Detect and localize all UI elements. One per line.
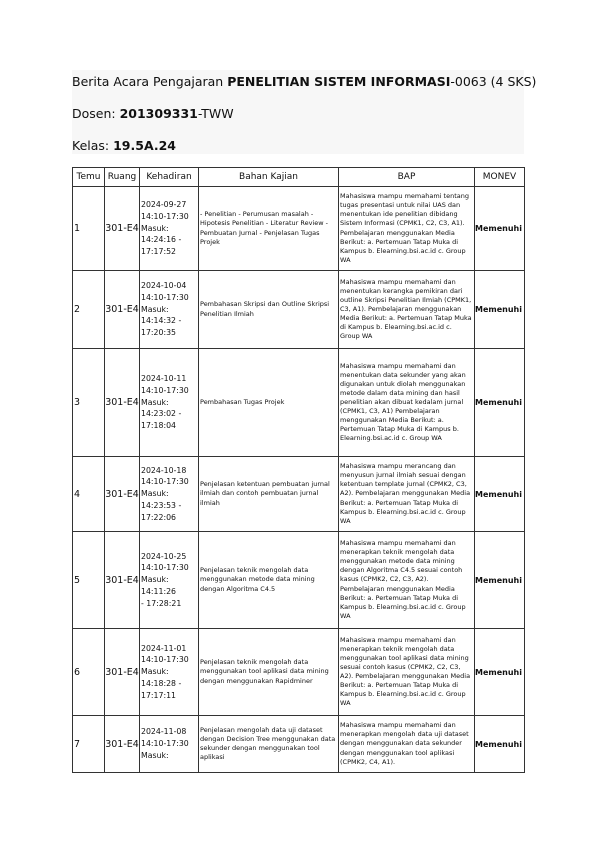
bahan-kajian-cell: Pembahasan Tugas Projek xyxy=(199,349,339,457)
course-title-line xyxy=(72,74,536,89)
monev-cell: Memenuhi xyxy=(475,349,525,457)
table-row xyxy=(73,457,525,532)
kehadiran-cell: 2024-11-01 14:10-17:30 Masuk: 14:18:28 - 17:17:11 xyxy=(140,629,199,716)
column-header-ruang: Ruang xyxy=(105,168,140,187)
kehadiran-cell: 2024-09-27 14:10-17:30 Masuk: 14:24:16 - 17:17:52 xyxy=(140,187,199,271)
table-row xyxy=(73,271,525,349)
kehadiran-cell: 2024-10-11 14:10-17:30 Masuk: 14:23:02 - 17:18:04 xyxy=(140,349,199,457)
monev-cell: Memenuhi xyxy=(475,716,525,773)
ruang-cell: 301-E4 xyxy=(105,532,140,629)
table-row xyxy=(73,629,525,716)
kehadiran-cell: 2024-10-04 14:10-17:30 Masuk: 14:14:32 - 17:20:35 xyxy=(140,271,199,349)
course-name: PENELITIAN SISTEM INFORMASI xyxy=(227,74,451,89)
lecturer-label: Dosen: xyxy=(72,106,120,121)
column-header-monev: MONEV xyxy=(475,168,525,187)
kehadiran-cell: 2024-10-18 14:10-17:30 Masuk: 14:23:53 - 17:22:06 xyxy=(140,457,199,532)
bap-cell: Mahasiswa mampu memahami dan menentukan kerangka pemikiran dari outline Skripsi Penelitian Ilmiah (CPMK1, C3, A1). Pembelajaran menggunakan Media Berikut: a. Pertemuan Tatap Muka di Kampus b. Elearning.bsi.ac.id c. Group WA xyxy=(339,271,475,349)
kehadiran-cell: 2024-10-25 14:10-17:30 Masuk: 14:11:26 - 17:28:21 xyxy=(140,532,199,629)
column-header-kehadiran: Kehadiran xyxy=(140,168,199,187)
column-header-bap: BAP xyxy=(339,168,475,187)
ruang-cell: 301-E4 xyxy=(105,457,140,532)
class-value: 19.5A.24 xyxy=(113,138,176,153)
bahan-kajian-cell: Penjelasan mengolah data uji dataset dengan Decision Tree menggunakan data sekunder dengan menggunakan tool aplikasi xyxy=(199,716,339,773)
lecturer-line xyxy=(72,106,234,121)
course-suffix: -0063 (4 SKS) xyxy=(450,74,537,89)
ruang-cell: 301-E4 xyxy=(105,629,140,716)
table-row xyxy=(73,716,525,773)
lecturer-suffix: -TWW xyxy=(197,106,234,121)
bap-cell: Mahasiswa mampu memahami dan menerapkan mengolah data uji dataset dengan menggunakan data sekunder dengan menggunakan tool aplikasi (CPMK2, C4, A1). xyxy=(339,716,475,773)
monev-cell: Memenuhi xyxy=(475,532,525,629)
temu-cell: 2 xyxy=(73,271,105,349)
column-header-temu: Temu xyxy=(73,168,105,187)
bahan-kajian-cell: - Penelitian - Perumusan masalah - Hipotesis Penelitian - Literatur Review - Pembuatan Jurnal - Penjelasan Tugas Projek xyxy=(199,187,339,271)
bahan-kajian-cell: Pembahasan Skripsi dan Outline Skripsi Penelitian Ilmiah xyxy=(199,271,339,349)
title-prefix: Berita Acara Pengajaran xyxy=(72,74,228,89)
teaching-record-table xyxy=(72,167,525,773)
ruang-cell: 301-E4 xyxy=(105,716,140,773)
table-row xyxy=(73,349,525,457)
bahan-kajian-cell: Penjelasan ketentuan pembuatan jurnal ilmiah dan contoh pembuatan jurnal ilmiah xyxy=(199,457,339,532)
bap-cell: Mahasiswa mampu memahami tentang tugas presentasi untuk nilai UAS dan menentukan ide penelitian dibidang Sistem Informasi (CPMK1, C2, C3, A1). Pembelajaran menggunakan Media Berikut: a. Pertemuan Tatap Muka di Kampus b. Elearning.bsi.ac.id c. Group WA xyxy=(339,187,475,271)
bap-cell: Mahasiswa mampu merancang dan menyusun jurnal ilmiah sesuai dengan ketentuan template jurnal (CPMK2, C3, A2). Pembelajaran menggunakan Media Berikut: a. Pertemuan Tatap Muka di Kampus b. Elearning.bsi.ac.id c. Group WA xyxy=(339,457,475,532)
bap-cell: Mahasiswa mampu memahami dan menerapkan teknik mengolah data menggunakan metode data mining dengan Algoritma C4.5 sesuai contoh kasus (CPMK2, C2, C3, A2). Pembelajaran menggunakan Media Berikut: a. Pertemuan Tatap Muka di Kampus b. Elearning.bsi.ac.id c. Group WA xyxy=(339,532,475,629)
monev-cell: Memenuhi xyxy=(475,271,525,349)
bahan-kajian-cell: Penjelasan teknik mengolah data menggunakan metode data mining dengan Algoritma C4.5 xyxy=(199,532,339,629)
lecturer-id: 201309331 xyxy=(119,106,198,121)
class-label: Kelas: xyxy=(72,138,114,153)
temu-cell: 3 xyxy=(73,349,105,457)
temu-cell: 1 xyxy=(73,187,105,271)
monev-cell: Memenuhi xyxy=(475,629,525,716)
temu-cell: 5 xyxy=(73,532,105,629)
class-line xyxy=(72,138,176,153)
bap-cell: Mahasiswa mampu memahami dan menentukan data sekunder yang akan digunakan untuk diolah menggunakan metode dalam data mining dan hasil penelitian akan dibuat kedalam jurnal (CPMK1, C3, A1) Pembelajaran menggunakan Media Berikut: a. Pertemuan Tatap Muka di Kampus b. Elearning.bsi.ac.id c. Group WA xyxy=(339,349,475,457)
ruang-cell: 301-E4 xyxy=(105,271,140,349)
table-row xyxy=(73,187,525,271)
column-header-bahan-kajian: Bahan Kajian xyxy=(199,168,339,187)
bap-cell: Mahasiswa mampu memahami dan menerapkan teknik mengolah data menggunakan tool aplikasi data mining sesuai contoh kasus (CPMK2, C2, C3, A2). Pembelajaran menggunakan Media Berikut: a. Pertemuan Tatap Muka di Kampus b. Elearning.bsi.ac.id c. Group WA xyxy=(339,629,475,716)
temu-cell: 4 xyxy=(73,457,105,532)
bahan-kajian-cell: Penjelasan teknik mengolah data menggunakan tool aplikasi data mining dengan menggunakan Rapidminer xyxy=(199,629,339,716)
temu-cell: 7 xyxy=(73,716,105,773)
ruang-cell: 301-E4 xyxy=(105,349,140,457)
table-row xyxy=(73,532,525,629)
document-header xyxy=(72,70,537,154)
monev-cell: Memenuhi xyxy=(475,457,525,532)
ruang-cell: 301-E4 xyxy=(105,187,140,271)
temu-cell: 6 xyxy=(73,629,105,716)
monev-cell: Memenuhi xyxy=(475,187,525,271)
table-header-row xyxy=(73,168,525,187)
kehadiran-cell: 2024-11-08 14:10-17:30 Masuk: xyxy=(140,716,199,773)
